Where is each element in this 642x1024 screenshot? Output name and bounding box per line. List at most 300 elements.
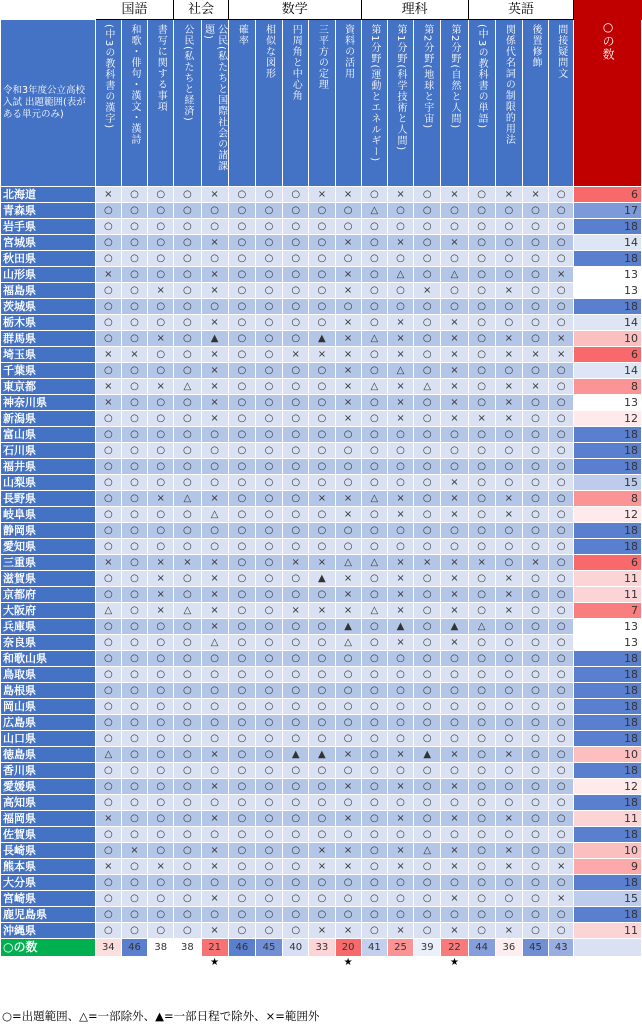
scope-mark: ○ <box>468 427 495 443</box>
scope-mark: ○ <box>228 651 255 667</box>
scope-mark: × <box>387 859 413 875</box>
circle-count: 18 <box>574 715 642 731</box>
scope-mark: ○ <box>148 267 174 283</box>
scope-mark: × <box>335 587 361 603</box>
scope-mark: × <box>201 779 228 795</box>
scope-mark: ○ <box>468 219 495 235</box>
scope-mark: ○ <box>228 587 255 603</box>
scope-mark: ○ <box>283 203 309 219</box>
scope-mark: ○ <box>95 619 121 635</box>
table-row <box>1 219 642 235</box>
scope-mark: ○ <box>549 571 574 587</box>
scope-mark: × <box>441 811 468 827</box>
scope-mark: × <box>549 331 574 347</box>
scope-mark: ○ <box>174 507 201 523</box>
scope-mark: × <box>335 603 361 619</box>
scope-mark: ○ <box>283 763 309 779</box>
scope-mark: ○ <box>255 443 282 459</box>
scope-mark: ○ <box>361 907 387 923</box>
scope-mark: ○ <box>335 251 361 267</box>
scope-mark: × <box>495 283 522 299</box>
scope-mark: ○ <box>255 859 282 875</box>
scope-mark: ○ <box>549 459 574 475</box>
scope-mark: ○ <box>361 299 387 315</box>
scope-mark: ○ <box>283 779 309 795</box>
scope-mark: ○ <box>414 219 441 235</box>
scope-mark: × <box>441 491 468 507</box>
group-label: 理科 <box>361 1 468 20</box>
table-row <box>1 747 642 763</box>
circle-count: 18 <box>574 539 642 555</box>
scope-mark: ○ <box>283 683 309 699</box>
scope-mark: ○ <box>414 923 441 939</box>
scope-mark: ○ <box>335 763 361 779</box>
scope-mark: × <box>201 891 228 907</box>
scope-mark: ○ <box>361 763 387 779</box>
scope-mark: ○ <box>468 507 495 523</box>
scope-mark: ○ <box>174 779 201 795</box>
scope-mark: ○ <box>148 475 174 491</box>
scope-mark: ○ <box>468 779 495 795</box>
scope-mark: ○ <box>255 363 282 379</box>
scope-mark: ○ <box>468 331 495 347</box>
table-row <box>1 795 642 811</box>
scope-mark: ○ <box>174 427 201 443</box>
circle-count: 12 <box>574 411 642 427</box>
scope-mark: × <box>495 843 522 859</box>
table-row <box>1 187 642 203</box>
scope-mark: ○ <box>95 235 121 251</box>
scope-mark: ○ <box>148 923 174 939</box>
scope-mark: ○ <box>495 827 522 843</box>
scope-mark: ○ <box>549 555 574 571</box>
scope-mark: × <box>495 379 522 395</box>
scope-mark: ○ <box>121 635 147 651</box>
scope-mark: × <box>309 843 335 859</box>
scope-mark: ○ <box>522 651 548 667</box>
prefecture-name: 沖縄県 <box>1 923 96 939</box>
scope-mark: × <box>95 267 121 283</box>
scope-mark: × <box>201 347 228 363</box>
scope-mark: ○ <box>255 507 282 523</box>
scope-mark: △ <box>387 267 413 283</box>
circle-count: 18 <box>574 699 642 715</box>
scope-mark: ○ <box>148 699 174 715</box>
scope-mark: × <box>335 779 361 795</box>
scope-mark: ○ <box>148 251 174 267</box>
scope-mark: ○ <box>522 907 548 923</box>
scope-mark: × <box>201 411 228 427</box>
scope-mark: ○ <box>522 731 548 747</box>
scope-mark: ○ <box>174 587 201 603</box>
column-total: 38 <box>174 939 201 957</box>
scope-mark: ○ <box>121 459 147 475</box>
scope-mark: ○ <box>148 235 174 251</box>
column-header <box>522 20 548 187</box>
scope-mark: ○ <box>468 459 495 475</box>
scope-mark: × <box>335 363 361 379</box>
scope-mark: ○ <box>121 827 147 843</box>
scope-mark: ○ <box>228 731 255 747</box>
scope-mark: ○ <box>148 667 174 683</box>
scope-mark: ○ <box>468 267 495 283</box>
scope-mark: ○ <box>468 187 495 203</box>
totals-row <box>1 939 642 957</box>
star-marker <box>309 957 335 970</box>
star-marker <box>549 957 574 970</box>
circle-count: 10 <box>574 331 642 347</box>
scope-mark: ○ <box>95 635 121 651</box>
scope-mark: × <box>335 843 361 859</box>
scope-mark: ○ <box>309 251 335 267</box>
scope-mark: ○ <box>95 731 121 747</box>
column-total: 21 <box>201 939 228 957</box>
count-header-label: ○の数 <box>601 20 616 61</box>
scope-mark: ○ <box>522 667 548 683</box>
scope-mark: ○ <box>121 587 147 603</box>
scope-mark: ○ <box>468 299 495 315</box>
scope-mark: ○ <box>174 539 201 555</box>
scope-mark: ○ <box>522 411 548 427</box>
scope-mark: ○ <box>201 443 228 459</box>
scope-mark: ○ <box>414 715 441 731</box>
scope-mark: ○ <box>174 395 201 411</box>
scope-mark: ○ <box>174 859 201 875</box>
table-row <box>1 283 642 299</box>
scope-mark: ○ <box>549 683 574 699</box>
scope-mark: ○ <box>255 875 282 891</box>
scope-mark: ○ <box>255 475 282 491</box>
scope-mark: ○ <box>468 891 495 907</box>
scope-mark: ○ <box>148 459 174 475</box>
scope-mark: × <box>335 379 361 395</box>
scope-mark: ○ <box>174 715 201 731</box>
scope-mark: ○ <box>549 811 574 827</box>
scope-mark: ○ <box>174 731 201 747</box>
circle-count: 18 <box>574 763 642 779</box>
table-row <box>1 731 642 747</box>
prefecture-name: 岐阜県 <box>1 507 96 523</box>
scope-mark: × <box>201 843 228 859</box>
circle-count: 13 <box>574 283 642 299</box>
scope-mark: × <box>441 571 468 587</box>
scope-mark: ○ <box>201 299 228 315</box>
scope-mark: ○ <box>121 875 147 891</box>
column-header-label: 和歌・俳句・漢文・漢詩 <box>129 24 140 145</box>
scope-mark: ○ <box>522 235 548 251</box>
scope-mark: ○ <box>361 843 387 859</box>
scope-mark: ○ <box>148 619 174 635</box>
circle-count: 11 <box>574 811 642 827</box>
scope-mark: ○ <box>361 699 387 715</box>
prefecture-name: 千葉県 <box>1 363 96 379</box>
scope-mark: × <box>387 811 413 827</box>
scope-mark: ○ <box>495 475 522 491</box>
scope-mark: ○ <box>201 251 228 267</box>
scope-mark: × <box>335 859 361 875</box>
scope-mark: ○ <box>255 651 282 667</box>
scope-mark: ○ <box>309 267 335 283</box>
scope-mark: ○ <box>468 443 495 459</box>
scope-mark: ○ <box>228 459 255 475</box>
scope-mark: ○ <box>522 795 548 811</box>
scope-mark: ○ <box>121 667 147 683</box>
scope-mark: ○ <box>174 411 201 427</box>
scope-mark: × <box>495 923 522 939</box>
scope-mark: ○ <box>148 219 174 235</box>
scope-mark: △ <box>335 635 361 651</box>
scope-mark: × <box>441 923 468 939</box>
table-row <box>1 779 642 795</box>
scope-mark: ○ <box>495 619 522 635</box>
scope-mark: ○ <box>335 299 361 315</box>
scope-mark: ○ <box>414 491 441 507</box>
scope-mark: ○ <box>174 891 201 907</box>
scope-mark: ○ <box>174 683 201 699</box>
column-total: 40 <box>283 939 309 957</box>
scope-mark: ○ <box>522 443 548 459</box>
scope-mark: ○ <box>361 427 387 443</box>
scope-mark: × <box>414 555 441 571</box>
scope-mark: ○ <box>549 587 574 603</box>
table-row <box>1 635 642 651</box>
scope-mark: ○ <box>549 315 574 331</box>
scope-mark: ○ <box>549 427 574 443</box>
scope-mark: ○ <box>387 251 413 267</box>
scope-mark: ○ <box>148 795 174 811</box>
scope-mark: ○ <box>414 667 441 683</box>
scope-mark: × <box>495 507 522 523</box>
star-marker <box>148 957 174 970</box>
circle-count: 12 <box>574 507 642 523</box>
prefecture-name: 北海道 <box>1 187 96 203</box>
scope-mark: ○ <box>361 235 387 251</box>
scope-mark: × <box>335 411 361 427</box>
scope-mark: × <box>441 379 468 395</box>
scope-mark: × <box>387 491 413 507</box>
scope-mark: ○ <box>335 699 361 715</box>
scope-mark: ○ <box>361 475 387 491</box>
star-marker <box>95 957 121 970</box>
scope-mark: × <box>309 859 335 875</box>
prefecture-name: 長崎県 <box>1 843 96 859</box>
scope-mark: ○ <box>414 795 441 811</box>
scope-mark: △ <box>361 491 387 507</box>
scope-mark: × <box>309 187 335 203</box>
scope-mark: ○ <box>495 907 522 923</box>
scope-mark: ○ <box>309 635 335 651</box>
scope-mark: × <box>148 571 174 587</box>
scope-mark: ○ <box>549 923 574 939</box>
scope-mark: ○ <box>121 539 147 555</box>
scope-mark: ○ <box>468 875 495 891</box>
scope-mark: ▲ <box>309 571 335 587</box>
scope-mark: ○ <box>549 203 574 219</box>
scope-mark: ○ <box>174 699 201 715</box>
scope-mark: ○ <box>309 827 335 843</box>
scope-mark: ○ <box>228 187 255 203</box>
scope-mark: × <box>121 843 147 859</box>
scope-mark: ○ <box>387 763 413 779</box>
scope-mark: ○ <box>201 523 228 539</box>
scope-mark: ○ <box>255 715 282 731</box>
scope-mark: ○ <box>309 763 335 779</box>
scope-mark: ○ <box>228 667 255 683</box>
scope-mark: ○ <box>441 283 468 299</box>
prefecture-name: 奈良県 <box>1 635 96 651</box>
scope-mark: ○ <box>414 571 441 587</box>
column-header <box>201 20 228 187</box>
scope-mark: ○ <box>468 811 495 827</box>
scope-mark: ○ <box>148 715 174 731</box>
scope-mark: × <box>148 859 174 875</box>
scope-mark: × <box>201 859 228 875</box>
scope-mark: ○ <box>283 507 309 523</box>
scope-mark: ○ <box>121 443 147 459</box>
scope-mark: ○ <box>361 827 387 843</box>
scope-mark: ○ <box>309 795 335 811</box>
scope-mark: ○ <box>335 715 361 731</box>
scope-mark: × <box>201 603 228 619</box>
scope-mark: ○ <box>255 699 282 715</box>
table-row <box>1 267 642 283</box>
scope-mark: ○ <box>309 395 335 411</box>
scope-mark: ○ <box>522 219 548 235</box>
scope-mark: × <box>441 587 468 603</box>
scope-mark: ○ <box>283 651 309 667</box>
scope-mark: ○ <box>441 427 468 443</box>
scope-mark: × <box>387 331 413 347</box>
scope-mark: ○ <box>361 667 387 683</box>
legend: ○=出題範囲、△=一部除外、▲=一部日程で除外、×=範囲外 <box>2 1009 320 1023</box>
scope-mark: ○ <box>309 667 335 683</box>
scope-mark: ○ <box>361 395 387 411</box>
scope-mark: ○ <box>495 523 522 539</box>
scope-mark: ○ <box>255 587 282 603</box>
scope-mark: △ <box>361 555 387 571</box>
scope-mark: ○ <box>414 251 441 267</box>
group-label: 国語 <box>95 1 174 20</box>
scope-mark: × <box>441 315 468 331</box>
scope-mark: × <box>335 315 361 331</box>
scope-mark: × <box>309 923 335 939</box>
group-label: 数学 <box>228 1 361 20</box>
scope-mark: × <box>387 411 413 427</box>
scope-mark: ○ <box>309 523 335 539</box>
star-marker <box>495 957 522 970</box>
scope-mark: × <box>283 347 309 363</box>
column-header-label: 相似な図形 <box>263 24 275 79</box>
scope-mark: × <box>121 347 147 363</box>
scope-mark: ○ <box>549 363 574 379</box>
scope-mark: ○ <box>121 779 147 795</box>
scope-mark: ○ <box>255 555 282 571</box>
table-row <box>1 379 642 395</box>
scope-mark: ○ <box>414 235 441 251</box>
scope-mark: ○ <box>387 715 413 731</box>
prefecture-name: 兵庫県 <box>1 619 96 635</box>
scope-mark: × <box>441 747 468 763</box>
prefecture-name: 福島県 <box>1 283 96 299</box>
column-header-label: 円周角と中心角 <box>290 24 302 101</box>
scope-mark: ○ <box>174 267 201 283</box>
scope-mark: ○ <box>414 891 441 907</box>
circle-count: 6 <box>574 347 642 363</box>
scope-mark: ○ <box>283 875 309 891</box>
scope-mark: ○ <box>228 683 255 699</box>
table-title: 令和3年度公立高校入試 出題範囲(表がある単元のみ) <box>1 20 96 187</box>
scope-mark: ○ <box>228 507 255 523</box>
scope-mark: ○ <box>361 267 387 283</box>
scope-mark: ○ <box>174 443 201 459</box>
scope-mark: ○ <box>441 827 468 843</box>
scope-mark: ○ <box>174 907 201 923</box>
star-marker <box>361 957 387 970</box>
scope-mark: ○ <box>495 891 522 907</box>
scope-mark: ○ <box>522 315 548 331</box>
scope-mark: ○ <box>148 827 174 843</box>
circle-count: 14 <box>574 363 642 379</box>
scope-mark: ○ <box>121 715 147 731</box>
scope-mark: ○ <box>255 683 282 699</box>
scope-mark: × <box>441 635 468 651</box>
scope-mark: × <box>387 635 413 651</box>
scope-mark: △ <box>468 619 495 635</box>
scope-mark: ○ <box>522 827 548 843</box>
scope-mark: ○ <box>468 235 495 251</box>
scope-mark: ○ <box>468 683 495 699</box>
prefecture-name: 東京都 <box>1 379 96 395</box>
scope-mark: ○ <box>495 795 522 811</box>
column-header <box>414 20 441 187</box>
scope-mark: ○ <box>549 779 574 795</box>
scope-mark: ○ <box>309 507 335 523</box>
scope-mark: ○ <box>309 315 335 331</box>
scope-mark: ○ <box>495 731 522 747</box>
scope-mark: ○ <box>468 923 495 939</box>
scope-mark: × <box>148 379 174 395</box>
scope-mark: ○ <box>361 715 387 731</box>
scope-mark: ○ <box>414 267 441 283</box>
scope-mark: ○ <box>361 411 387 427</box>
scope-mark: ○ <box>283 827 309 843</box>
star-marker <box>468 957 495 970</box>
prefecture-name: 佐賀県 <box>1 827 96 843</box>
column-total: 44 <box>468 939 495 957</box>
column-header-label: 間接疑問文 <box>555 24 567 79</box>
scope-mark: ○ <box>468 587 495 603</box>
scope-mark: ○ <box>121 923 147 939</box>
scope-mark: ○ <box>414 587 441 603</box>
table-body <box>1 187 642 939</box>
circle-count: 9 <box>574 859 642 875</box>
scope-mark: ○ <box>335 907 361 923</box>
scope-mark: ○ <box>522 571 548 587</box>
scope-mark: ○ <box>495 203 522 219</box>
star-spacer <box>574 957 642 970</box>
prefecture-name: 鳥取県 <box>1 667 96 683</box>
circle-count: 8 <box>574 491 642 507</box>
scope-mark: ○ <box>549 411 574 427</box>
scope-mark: ○ <box>309 907 335 923</box>
scope-mark: ○ <box>549 523 574 539</box>
scope-mark: ○ <box>121 475 147 491</box>
column-header-label: 第1分野(運動とエネルギー) <box>368 24 380 163</box>
circle-count: 11 <box>574 587 642 603</box>
scope-mark: ○ <box>255 923 282 939</box>
scope-mark: △ <box>361 331 387 347</box>
scope-mark: ○ <box>361 859 387 875</box>
